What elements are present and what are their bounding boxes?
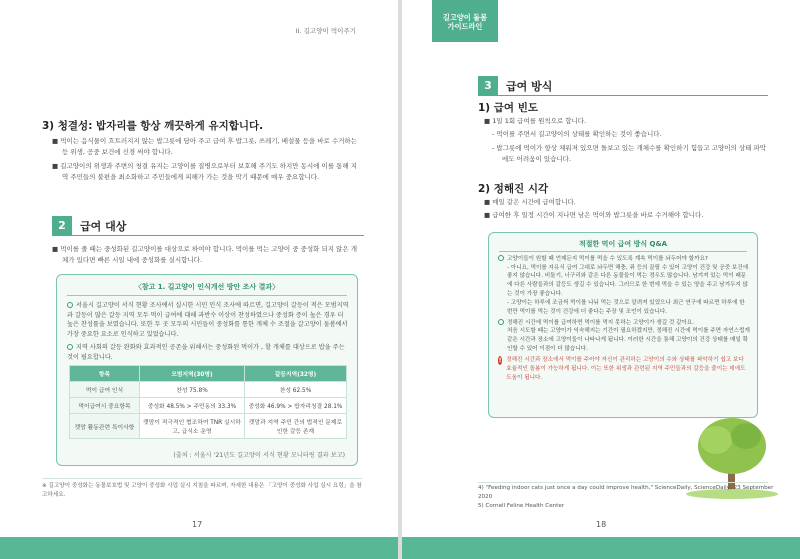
qa-question-2: 정해진 시간에 먹이를 급여하면 먹이를 먹지 못하는 고양이가 생길 것 같아요. [498, 319, 750, 328]
left-page [0, 0, 398, 559]
bullet-circle-icon [498, 255, 504, 261]
footer-bar [0, 537, 398, 559]
qa-question-1: 고양이들이 원할 때 언제든지 먹이를 먹을 수 있도록 계속 먹이를 놔두어야 할까요? [498, 255, 750, 264]
survey-item-1: 서울시 길고양이 서식 현황 조사에서 실시한 시민 인식 조사에 따르면, 길고양이 갈등이 적은 모범지역과 갈등이 많은 갈등 지역 모두 먹이 급여에 대해 과반수 이상이 찬성하였으나 중성화 증이 높은 경우 더 높은 찬성률을 보였습니다. 또한 두 곳 모두의 시민들이 중성화를 통한 개체 수 조절을 갈고양이 돌봄에서 가장 중요한 요소로 인식하고 있었습니다. [67, 302, 349, 338]
survey-item-2: 지역 사회의 갈등 완화와 효과적인 공존을 위해서는 중성화된 먹이가 , 할 개체를 대상으로 밥을 주는 것이 필요합니다. [67, 344, 345, 361]
frequency-dash-1: - 먹이를 주면서 길고양이의 상태를 확인하는 것이 좋습니다. [492, 130, 662, 139]
table-cell: 찬성 75.8% [140, 382, 245, 398]
exclamation-icon: ! [498, 356, 502, 365]
table-row [70, 382, 347, 398]
cleanliness-para-2: ■ 길고양이의 위생과 주변의 청결 유지는 고양이를 질병으로부터 보호해 주기도 하지만 동시에 이를 통해 지역 주민들의 불편을 최소화하고 주민들에게 피해가 가는 것을 막기 때문에 매우 중요합니다. [52, 161, 358, 182]
table-header: 갈등지역(32명) [245, 366, 347, 382]
qa-answer-1: - 아니요, 먹이를 자유식 급여 그대로 놔두면 해충, 쥐 등의 끌릴 수 있어 고양이 건강 및 공중 보건에 좋지 않습니다. 비둘기, 너구리와 같은 다른 동물들이 먹는 경우도 많습니다. 남겨져 있는 먹이 때문에 다른 사람들과의 갈등도 생길 수 있습니다. 그러므로 한 번에 먹을 수 있는 양을 주고 남겨두지 않는 것이 가장 좋습니다. [507, 264, 749, 297]
survey-box [56, 274, 358, 466]
guide-tab-line-2: 가이드라인 [447, 22, 483, 32]
target-text [52, 244, 362, 269]
table-cell: 중성화 46.9% > 밥자리청결 28.1% [245, 398, 347, 414]
cleanliness-text [52, 136, 362, 186]
table-row [70, 414, 347, 439]
qa-box [488, 232, 758, 418]
page-number: 17 [192, 520, 203, 529]
table-header: 항목 [70, 366, 140, 382]
footnote-divider [478, 482, 768, 483]
frequency-text [484, 116, 770, 168]
qa-warning: ! 정해진 시간과 장소에서 먹이를 주어야 자신이 관리하는 고양이의 수와 상태를 파악하기 쉽고 보다 효율적인 돌봄이 가능하게 됩니다. 이는 또한 위생과 관련된 지역 주민들과의 갈등을 줄이는 데에도 도움이 됩니다. [498, 356, 746, 381]
table-cell: 먹이 급여 인식 [70, 382, 140, 398]
footnote-divider [42, 478, 362, 479]
box-divider [67, 295, 347, 296]
table-cell: 먹이급여시 중요항목 [70, 398, 140, 414]
bullet-circle-icon [67, 344, 73, 350]
qa-answer-2: - 고양이는 하루에 조금씩 먹이를 나눠 먹는 것으로 알려져 있었으나 최근 연구에 따르면 하루에 한 번만 먹이를 먹는 것이 건강에 더 좋다는 주장 및 조언이 있습니다. [507, 300, 745, 315]
time-bullet-2: ■ 급여한 후 일정 시간이 지나면 남은 먹이와 밥그릇을 바로 수거해야 합니다. [484, 211, 704, 220]
section-title: 급여 대상 [80, 220, 127, 233]
footnote-4: 4) "Feeding indoor cats just once a day could improve health," ScienceDaily, ScienceDaily, 23 September 2020 [478, 485, 774, 500]
qa-content [498, 255, 750, 382]
survey-box-title: 〈참고 1. 길고양이 인식개선 방안 조사 결과〉 [134, 283, 280, 291]
table-row [70, 398, 347, 414]
table-cell: 캣맘과 지역 주민 간의 법적인 문제로 인한 갈등 존재 [245, 414, 347, 439]
frequency-dash-2: - 밥그릇에 먹이가 항상 채워져 있으면 돌보고 있는 개체수를 확인하기 힘들고 고양이의 상태 파악에도 어려움이 있습니다. [492, 143, 767, 164]
frequency-bullet: ■ 1일 1회 급여를 원칙으로 합니다. [484, 117, 587, 125]
footnote: ※ 길고양이 중성화는 동물보호법 및 고양이 중성화 사업 실시 지침을 따르며, 자세한 내용은 「고양이 중성화 사업 실시 요령」을 참고하세요. [42, 483, 362, 498]
table-source: (출처 : 서울시 '21년도 길고양이 서식 현황 모니터링 결과 보고) [173, 452, 345, 459]
cleanliness-para-1: ■ 먹이는 음식물이 흐트러지지 않는 밥그릇에 담아 주고 급여 후 밥그릇, 쓰레기, 배설물 등을 바로 수거하는 등 위생, 공중 보건에 신경 써야 합니다. [52, 137, 357, 157]
footnotes [478, 484, 778, 511]
time-bullet-1: ■ 매일 같은 시간에 급여합니다. [484, 198, 576, 206]
survey-table [69, 365, 347, 439]
time-heading: 2) 정해진 시각 [478, 183, 549, 195]
table-cell: 캣맘 활동관련 특이사항 [70, 414, 140, 439]
target-para: ■ 먹이를 줄 때는 중성화된 길고양이를 대상으로 하여야 합니다. 먹이를 먹는 고양이 중 중성화 되지 않은 개체가 있다면 빠른 시일 내에 중성화를 실시합니다. [52, 245, 357, 265]
footer-bar [402, 537, 800, 559]
qa-answer-3: 처음 시도할 때는 고양이가 익숙해지는 기간이 필요하겠지만, 정해진 시간에 먹이를 주면 자연스럽게 같은 시간과 장소에 고양이들이 나타나게 됩니다. 이러한 시간을 통해 고양이의 건강 상태를 매일 확인할 수 있어 이점이 더 많습니다. [507, 328, 750, 352]
table-cell: 중성화 48.5% > 주민동의 33.3% [140, 398, 245, 414]
page-number: 18 [596, 520, 607, 529]
section-number: 2 [52, 216, 72, 236]
qa-title: 적절한 먹이 급여 방식 Q&A [578, 240, 668, 248]
bullet-circle-icon [498, 319, 504, 325]
table-cell: 캣맘이 적극적인 협조하여 TNR 실시하고, 급식소 운영 [140, 414, 245, 439]
section-number: 3 [478, 76, 498, 96]
bullet-circle-icon [67, 302, 73, 308]
section-header-target [52, 216, 364, 236]
table-header: 모범지역(30명) [140, 366, 245, 382]
table-cell: 찬성 62.5% [245, 382, 347, 398]
time-text [484, 197, 770, 224]
box-divider [499, 251, 747, 252]
guide-tab-line-1: 길고양이 돌봄 [442, 13, 488, 22]
frequency-heading: 1) 급여 빈도 [478, 102, 538, 114]
cleanliness-heading: 3) 청결성: 밥자리를 항상 깨끗하게 유지합니다. [42, 120, 264, 132]
footnote-5: 5) Cornell Feline Health Center [478, 502, 565, 509]
right-page [402, 0, 800, 559]
section-header-method [478, 76, 768, 96]
section-title: 급여 방식 [506, 80, 553, 93]
guide-tab [432, 0, 498, 42]
running-head: II. 길고양이 먹이주기 [295, 27, 356, 35]
